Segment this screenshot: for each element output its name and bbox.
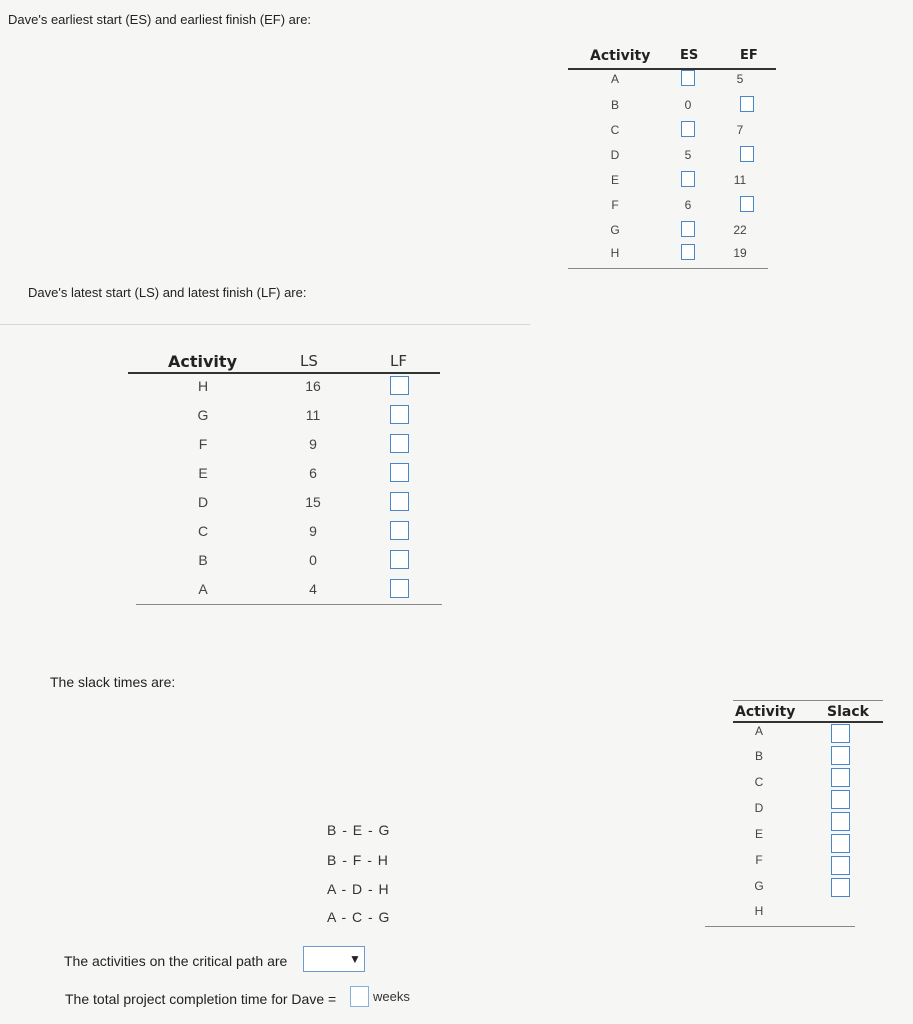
es-value-b: 0 [684, 98, 692, 112]
ls-value-c: 9 [309, 523, 317, 539]
ls-value-b: 0 [309, 552, 317, 568]
ls-lf-activity-e: E [198, 465, 208, 481]
es-ef-table [568, 46, 768, 276]
section-divider [0, 324, 530, 325]
es-input-c[interactable] [681, 121, 695, 137]
slack-header-activity: Activity [735, 704, 796, 720]
lf-input-d[interactable] [390, 492, 409, 511]
es-ef-activity-d: D [610, 148, 620, 162]
ls-lf-title: Dave's latest start (LS) and latest finish (LF) are: [28, 285, 307, 300]
ls-lf-activity-f: F [198, 436, 208, 452]
slack-activity-d: D [754, 801, 764, 815]
es-ef-header-es: ES [680, 48, 699, 63]
es-ef-title: Dave's earliest start (ES) and earliest finish (EF) are: [8, 12, 312, 27]
ef-value-h: 19 [733, 246, 747, 260]
critical-path-option-1[interactable]: B - E - G [327, 822, 391, 838]
slack-input-f[interactable] [831, 834, 850, 853]
es-input-e[interactable] [681, 171, 695, 187]
critical-path-option-2[interactable]: B - F - H [327, 852, 389, 868]
chevron-down-icon: ▼ [349, 952, 361, 966]
slack-input-d[interactable] [831, 790, 850, 809]
ls-lf-activity-d: D [197, 494, 209, 510]
slack-input-b[interactable] [831, 746, 850, 765]
slack-activity-b: B [754, 749, 763, 763]
slack-activity-h: H [754, 904, 764, 918]
ef-value-e: 11 [733, 173, 747, 187]
ls-value-h: 16 [305, 378, 321, 394]
lf-input-h[interactable] [390, 376, 409, 395]
ls-lf-activity-h: H [197, 378, 209, 394]
lf-input-a[interactable] [390, 579, 409, 598]
ls-lf-header-activity: Activity [168, 352, 237, 371]
slack-input-c[interactable] [831, 768, 850, 787]
ls-lf-table [128, 350, 448, 610]
lf-input-e[interactable] [390, 463, 409, 482]
ls-value-d: 15 [305, 494, 321, 510]
es-ef-bottom-rule [568, 268, 768, 269]
es-ef-activity-h: H [610, 246, 620, 260]
slack-activity-c: C [754, 775, 764, 789]
ef-input-d[interactable] [740, 146, 754, 162]
ef-input-f[interactable] [740, 196, 754, 212]
ls-lf-header-ls: LS [300, 352, 318, 370]
slack-activity-e: E [754, 827, 763, 841]
es-ef-activity-f: F [611, 198, 619, 212]
ls-lf-header-rule [128, 372, 440, 374]
ls-lf-activity-c: C [197, 523, 209, 539]
completion-unit: weeks [373, 989, 410, 1004]
completion-label: The total project completion time for Dave = [65, 991, 337, 1007]
slack-activity-a: A [754, 724, 763, 738]
es-value-f: 6 [684, 198, 692, 212]
slack-input-a[interactable] [831, 724, 850, 743]
critical-path-option-4[interactable]: A - C - G [327, 909, 391, 925]
slack-header-rule [733, 721, 883, 723]
lf-input-c[interactable] [390, 521, 409, 540]
ls-lf-bottom-rule [136, 604, 442, 605]
slack-bottom-rule [705, 926, 855, 927]
ef-input-b[interactable] [740, 96, 754, 112]
es-input-g[interactable] [681, 221, 695, 237]
es-value-d: 5 [684, 148, 692, 162]
es-ef-activity-e: E [610, 173, 619, 187]
es-ef-header-rule [568, 68, 776, 70]
critical-path-dropdown[interactable] [303, 946, 365, 972]
slack-input-h[interactable] [831, 878, 850, 897]
es-ef-activity-a: A [610, 72, 619, 86]
ls-value-e: 6 [309, 465, 317, 481]
slack-top-rule [733, 700, 883, 701]
critical-path-option-3[interactable]: A - D - H [327, 881, 390, 897]
es-ef-activity-b: B [610, 98, 619, 112]
es-ef-activity-c: C [610, 123, 620, 137]
es-input-a[interactable] [681, 70, 695, 86]
es-ef-header-ef: EF [740, 48, 758, 63]
completion-time-input[interactable] [350, 986, 369, 1007]
slack-header-slack: Slack [827, 704, 869, 720]
ls-lf-activity-a: A [198, 581, 208, 597]
ef-value-c: 7 [736, 123, 744, 137]
ls-value-a: 4 [309, 581, 317, 597]
slack-activity-g: G [754, 879, 764, 893]
es-ef-header-activity: Activity [590, 48, 651, 64]
slack-title: The slack times are: [50, 674, 176, 690]
ef-value-g: 22 [733, 223, 747, 237]
ls-lf-header-lf: LF [390, 352, 407, 370]
slack-activity-f: F [755, 853, 763, 867]
slack-input-e[interactable] [831, 812, 850, 831]
slack-input-g[interactable] [831, 856, 850, 875]
lf-input-g[interactable] [390, 405, 409, 424]
critical-path-label: The activities on the critical path are [64, 953, 288, 969]
es-input-h[interactable] [681, 244, 695, 260]
ls-value-f: 9 [309, 436, 317, 452]
lf-input-b[interactable] [390, 550, 409, 569]
ls-lf-activity-g: G [197, 407, 209, 423]
es-ef-activity-g: G [610, 223, 620, 237]
lf-input-f[interactable] [390, 434, 409, 453]
slack-table [705, 700, 885, 930]
ls-lf-activity-b: B [198, 552, 208, 568]
ls-value-g: 11 [305, 407, 321, 423]
ef-value-a: 5 [736, 72, 744, 86]
